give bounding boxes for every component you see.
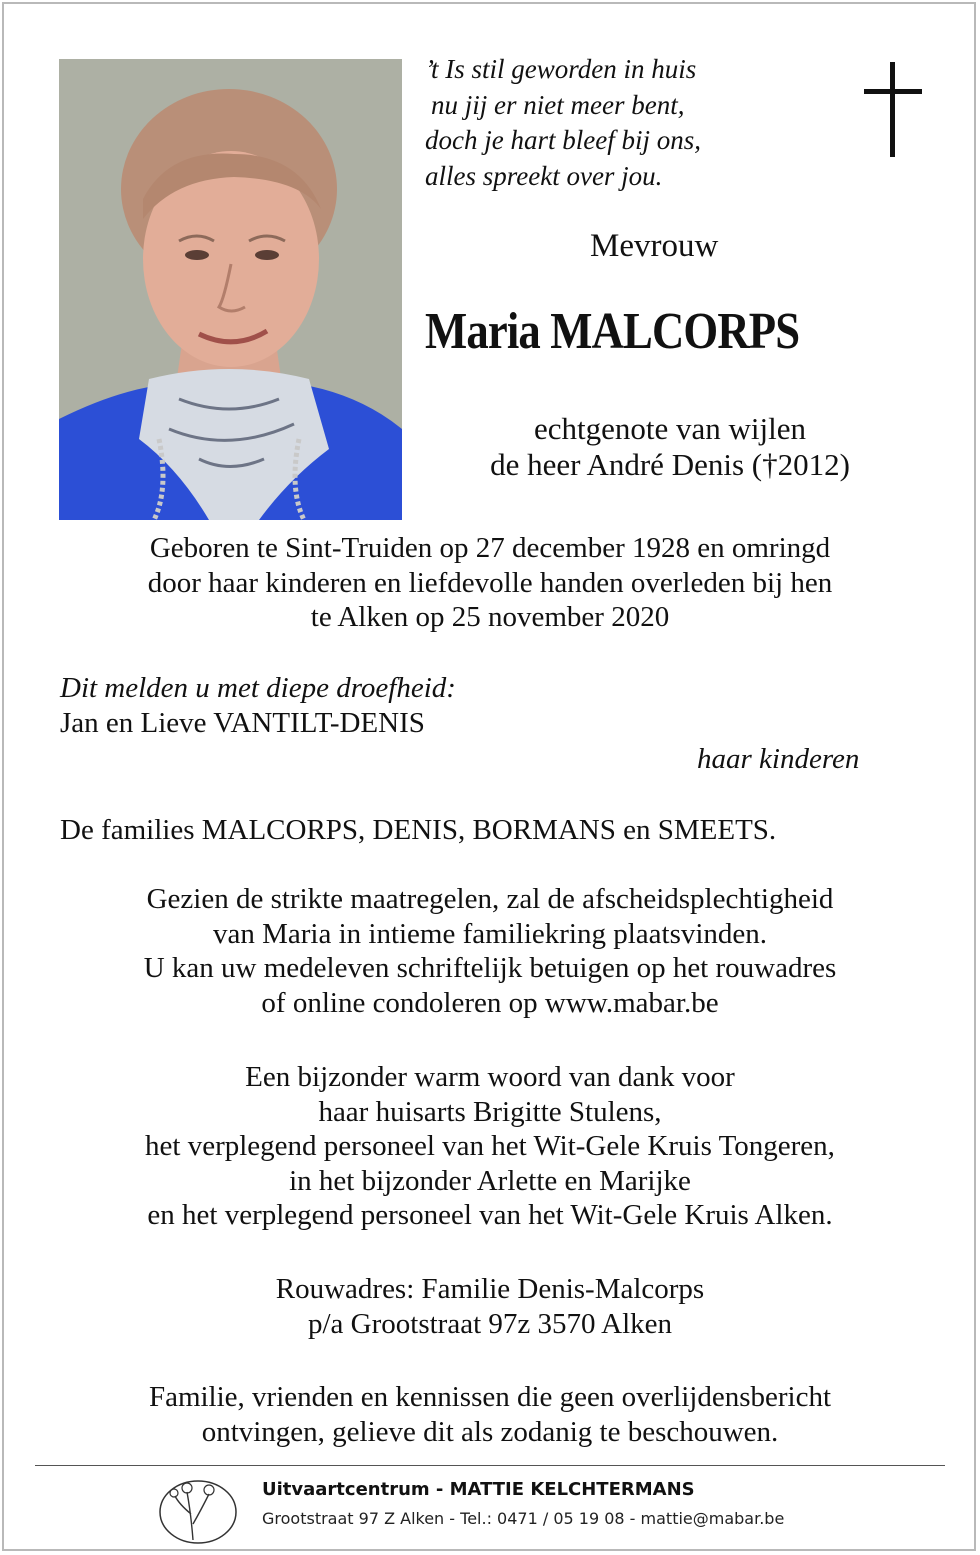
spouse-relation: [415, 411, 925, 483]
children-role: haar kinderen: [697, 743, 860, 775]
ceremony-line: of online condoleren op www.mabar.be: [261, 986, 719, 1019]
poem-line: ’t Is stil geworden in huis: [425, 54, 697, 84]
thanks-line: in het bijzonder Arlette en Marijke: [289, 1164, 691, 1197]
honorific-title: Mevrouw: [590, 228, 719, 264]
poem-line: nu jij er niet meer bent,: [431, 89, 685, 120]
flower-logo-icon: [157, 1474, 239, 1551]
ceremony-info: [30, 882, 950, 1020]
closing-line: ontvingen, gelieve dit als zodanig te beschouwen.: [201, 1415, 779, 1448]
families: De families MALCORPS, DENIS, BORMANS en SMEETS.: [60, 814, 777, 846]
relation-line: echtgenote van wijlen: [533, 411, 806, 446]
company-contact: Grootstraat 97 Z Alken - Tel.: 0471 / 05 19 08 - mattie@mabar.be: [262, 1509, 785, 1528]
deceased-name: Maria MALCORPS: [425, 303, 800, 360]
address-line: p/a Grootstraat 97z 3570 Alken: [307, 1307, 673, 1340]
poem-line: doch je hart bleef bij ons,: [425, 125, 701, 155]
address-line: Rouwadres: Familie Denis-Malcorps: [275, 1273, 705, 1305]
relation-line: de heer André Denis (†2012): [490, 447, 850, 482]
company-name: Uitvaartcentrum - MATTIE KELCHTERMANS: [262, 1479, 695, 1500]
birth-death-info: [30, 531, 950, 635]
birth-death-line: door haar kinderen en liefdevolle handen overleden bij hen: [147, 566, 833, 599]
poem-line: alles spreekt over jou.: [425, 160, 663, 191]
mourning-address: [30, 1272, 950, 1341]
portrait-photo: [59, 59, 402, 520]
announcement-intro: Dit melden u met diepe droefheid:: [60, 672, 456, 704]
birth-death-line: te Alken op 25 november 2020: [310, 601, 670, 633]
ceremony-line: U kan uw medeleven schriftelijk betuigen op het rouwadres: [143, 952, 837, 984]
closing-note: [30, 1380, 950, 1449]
thanks-line: haar huisarts Brigitte Stulens,: [318, 1095, 662, 1128]
thanks-line: het verplegend personeel van het Wit-Gele Kruis Tongeren,: [145, 1130, 835, 1162]
poem: [425, 52, 845, 194]
thanks: [30, 1060, 950, 1233]
birth-death-line: Geboren te Sint-Truiden op 27 december 1928 en omringd: [149, 532, 831, 564]
ceremony-line: van Maria in intieme familiekring plaatsvinden.: [212, 917, 768, 950]
closing-line: Familie, vrienden en kennissen die geen overlijdensbericht: [148, 1381, 832, 1413]
cross-icon: [864, 62, 922, 163]
footer-divider: [35, 1465, 945, 1466]
children-names: Jan en Lieve VANTILT-DENIS: [60, 707, 425, 739]
thanks-line: en het verplegend personeel van het Wit-Gele Kruis Alken.: [147, 1199, 833, 1231]
thanks-line: Een bijzonder warm woord van dank voor: [245, 1061, 735, 1093]
ceremony-line: Gezien de strikte maatregelen, zal de afscheidsplechtigheid: [146, 883, 834, 915]
